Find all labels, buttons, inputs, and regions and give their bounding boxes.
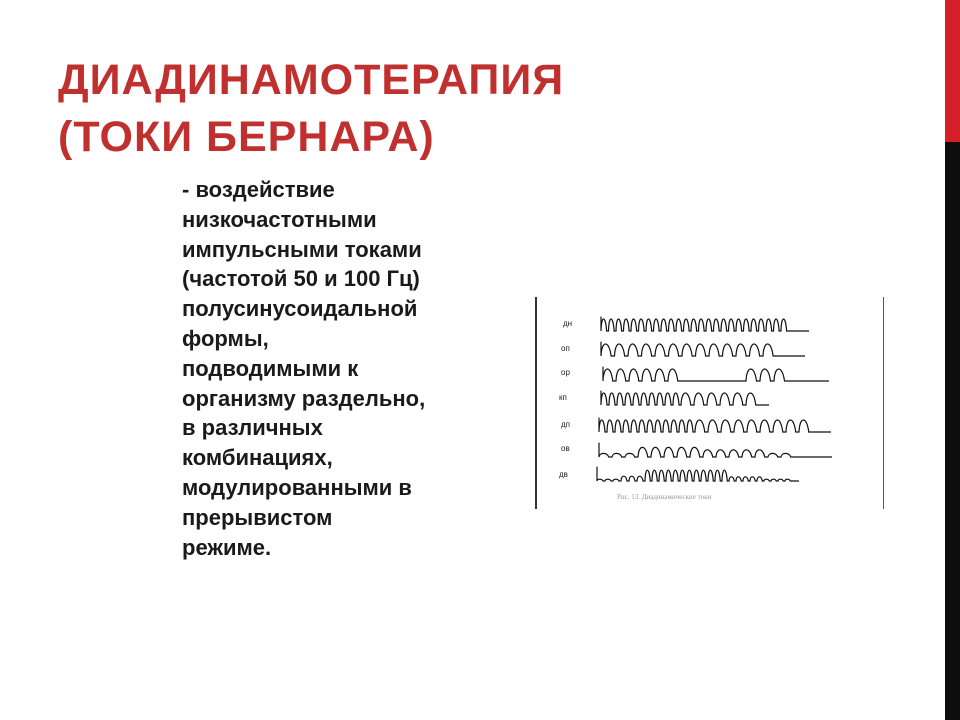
body-line: импульсными токами — [182, 236, 422, 262]
waveform-line — [601, 317, 809, 331]
body-line: организму раздельно, — [182, 385, 426, 411]
wave-label-ov: ов — [561, 444, 570, 453]
wave-label-kp: кп — [559, 393, 567, 402]
body-line: - воздействие — [182, 177, 335, 202]
wave-label-dv: дв — [559, 470, 568, 479]
waveform-line — [603, 367, 829, 381]
wave-label-dp: дп — [561, 420, 570, 429]
title-line-2: (ТОКИ БЕРНАРА) — [58, 113, 435, 161]
waveform-line — [601, 391, 769, 405]
accent-bar-black — [945, 142, 960, 720]
body-text — [182, 175, 512, 562]
body-line: комбинациях, — [182, 445, 333, 471]
waveform-line — [597, 467, 799, 481]
waveform-figure — [535, 297, 884, 509]
waveform-line — [599, 418, 831, 432]
body-line: прерывистом — [182, 504, 333, 530]
body-line: в различных — [182, 415, 323, 441]
body-line: полусинусоидальной — [182, 296, 418, 322]
body-line: (частотой 50 и 100 Гц) — [182, 266, 420, 292]
body-line: модулированными в — [182, 474, 412, 500]
body-line: режиме. — [182, 534, 272, 560]
waveform-diagram — [537, 297, 881, 509]
accent-bar-red — [945, 0, 960, 142]
body-line: формы, — [182, 325, 269, 351]
waveform-line — [601, 342, 805, 356]
waves — [597, 317, 832, 481]
figure-caption: Рис. 13. Диадинамические токи — [617, 493, 712, 501]
wave-label-dn: дн — [563, 319, 573, 328]
body-line: подводимыми к — [182, 355, 359, 381]
slide-title — [58, 52, 564, 166]
body-line: низкочастотными — [182, 206, 377, 232]
title-line-1: ДИАДИНАМОТЕРАПИЯ — [58, 56, 565, 104]
wave-label-or: ор — [561, 368, 570, 377]
waveform-line — [599, 443, 832, 457]
wave-label-op: оп — [561, 344, 570, 353]
